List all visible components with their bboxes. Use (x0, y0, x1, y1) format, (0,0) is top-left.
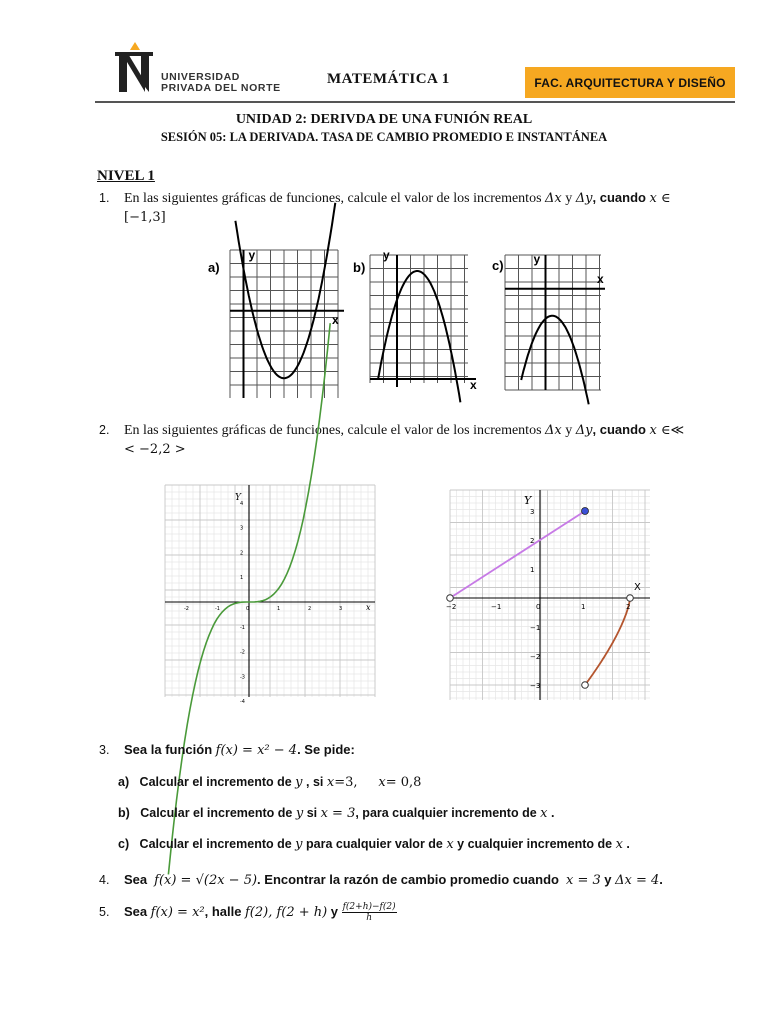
graph-label-a: a) (208, 260, 220, 275)
y-axis-label: Y (524, 494, 532, 507)
tick-label-y: 4 (240, 500, 244, 507)
parabola-c (521, 316, 589, 405)
exercise-1-graphs (210, 240, 750, 400)
tick-label-y: 2 (530, 537, 535, 545)
exercise-number: 3. (99, 743, 110, 757)
function-expression: f(x) = x² − 4 (215, 743, 298, 758)
unit-title: UNIDAD 2: DERIVDA DE UNA FUNIÓN REAL (235, 112, 533, 127)
function-expression: f(x) = x² (150, 905, 205, 920)
faculty-badge: FAC. ARQUITECTURA Y DISEÑO (525, 67, 735, 98)
page-header (95, 40, 735, 110)
exercise-text: En las siguientes gráficas de funciones, calcule el valor de los incrementos (124, 191, 542, 206)
exercise-number: 1. (99, 191, 110, 205)
exercise-3c: c) Calcular el incremento de y para cualquier valor de x y cualquier incremento de x . (118, 837, 630, 852)
exercise-number: 4. (99, 873, 110, 887)
exercise-1: 1. En las siguientes gráficas de funciones, calcule el valor de los incrementos Δx y Δy, cuando x ∈ [−1,3] (99, 188, 699, 232)
tick-label-x: 1 (277, 606, 281, 612)
tick-label-y: −3 (530, 682, 541, 690)
tick-label-y: −2 (530, 653, 541, 661)
x-axis-label: x (597, 271, 604, 286)
y-axis-label: y (248, 248, 256, 262)
tick-label-x: 3 (339, 606, 343, 612)
y-axis-label: y (383, 248, 390, 262)
open-point (447, 595, 454, 602)
exercise-text: En las siguientes gráficas de funciones, calcule el valor de los incrementos (124, 423, 542, 438)
parabola-b (378, 271, 460, 402)
exercise-3a: a) Calcular el incremento de y , si x=3, x= 0,8 (118, 775, 422, 790)
graph-label-b: b) (353, 260, 366, 275)
interval: < −2,2 > (124, 442, 186, 457)
x-axis-label: x (470, 378, 477, 392)
university-logo (105, 42, 295, 106)
tick-label-x: -2 (184, 606, 189, 612)
difference-quotient: $\frac{f(2+h)-f(2)}{h}$ (342, 902, 396, 924)
graph-label-c: c) (492, 258, 504, 273)
exercise-4: 4. Sea f(x) = √(2x − 5). Encontrar la razón de cambio promedio cuando x = 3 y Δx = 4. (99, 872, 663, 888)
tick-label-y: -2 (240, 649, 245, 656)
tick-label-x: −1 (491, 603, 502, 611)
tick-label-x: 2 (626, 603, 631, 611)
exercise-3b: b) Calcular el incremento de y si x = 3, para cualquier incremento de x . (118, 806, 555, 821)
x-axis-label: X (634, 582, 641, 593)
exercise-2: 2. En las siguientes gráficas de funciones, calcule el valor de los incrementos Δx y Δy, cuando x ∈≪ < −2,2 > (99, 420, 719, 464)
header-divider (95, 101, 735, 103)
exercise-number: 2. (99, 423, 110, 437)
tick-label-y: -1 (240, 624, 245, 631)
tick-label-x: 0 (246, 606, 250, 612)
tick-label-x: -1 (215, 606, 220, 612)
tick-label-y: 1 (240, 575, 244, 582)
course-title: MATEMÁTICA 1 (327, 71, 450, 87)
filled-point (582, 508, 589, 515)
exercise-5: 5. Sea f(x) = x², halle f(2), f(2 + h) y $\frac{f(2+h)-f(2)}{h}$ (99, 902, 396, 924)
y-axis-label: y (533, 252, 541, 266)
open-point (627, 595, 634, 602)
exercise-2-graphs (160, 485, 720, 705)
x-axis-label: x (366, 603, 371, 612)
interval: [−1,3] (124, 210, 166, 225)
open-point (582, 682, 589, 689)
tick-label-x: −2 (446, 603, 457, 611)
level-heading: NIVEL 1 (97, 168, 155, 184)
tick-label-y: −1 (530, 624, 541, 632)
session-title: SESIÓN 05: LA DERIVADA. TASA DE CAMBIO PROMEDIO E INSTANTÁNEA (160, 130, 608, 144)
linear-segment (450, 511, 585, 598)
exercise-number: 5. (99, 905, 110, 919)
function-expression: f(x) = √(2x − 5) (154, 873, 258, 888)
tick-label-y: 3 (240, 525, 244, 532)
exercise-3: 3. Sea la función f(x) = x² − 4. Se pide: (99, 742, 355, 758)
tick-label-y: 1 (530, 566, 535, 574)
logo-text: UNIVERSIDAD PRIVADA DEL NORTE (161, 71, 281, 94)
exercise-text: Sea la función (124, 742, 213, 757)
tick-label-y: 3 (530, 508, 535, 516)
tick-label-y: -4 (240, 699, 245, 706)
x-axis-label: x (332, 312, 339, 327)
tick-label-x: 1 (581, 603, 586, 611)
y-axis-label: Y (235, 493, 241, 503)
tick-label-y: -3 (240, 674, 245, 681)
tick-label-x: 0 (536, 603, 541, 611)
tick-label-x: 2 (308, 606, 312, 612)
tick-label-y: 2 (240, 550, 244, 557)
